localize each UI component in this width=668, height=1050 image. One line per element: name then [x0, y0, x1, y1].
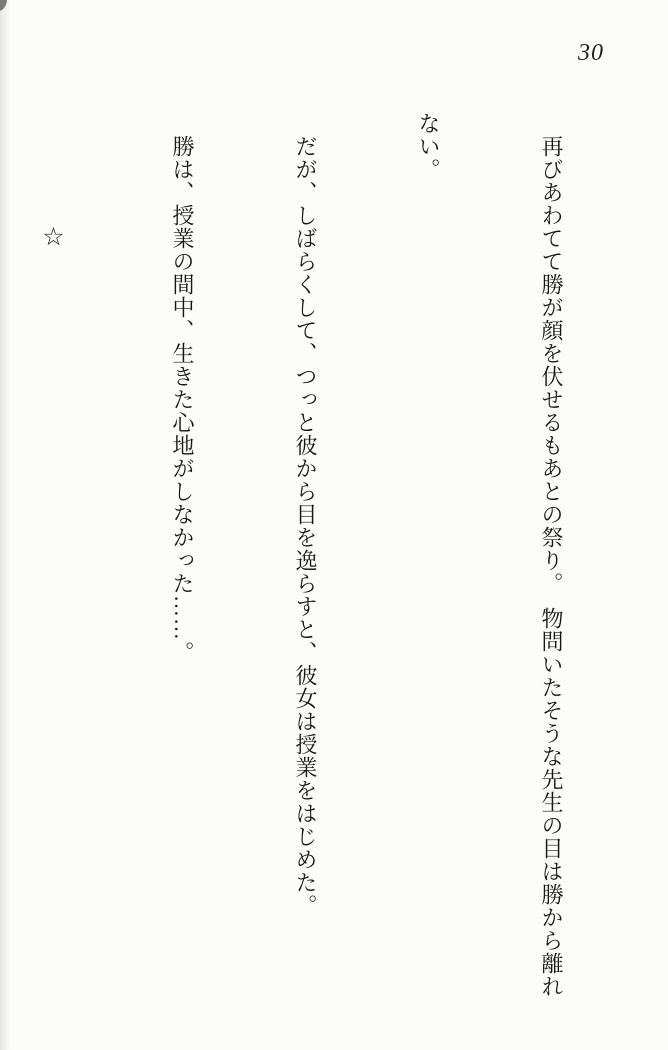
text-line: 再びあわてて勝が顔を伏せるもあとの祭り。 物問いたそうな先生の目は勝から離れ: [539, 112, 564, 998]
scan-corner-artifact: [0, 0, 7, 11]
text-line: だが、しばらくして、つっと彼から目を逸らすと、彼女は授業をはじめた。: [293, 112, 318, 917]
text-line: ない。: [416, 112, 441, 181]
text-line: 勝は、授業の間中、生きた心地がしなかった……。: [170, 112, 195, 664]
vertical-text-block: [0, 112, 654, 1005]
section-separator-star: ☆: [39, 222, 66, 252]
page-number: 30: [578, 40, 604, 66]
